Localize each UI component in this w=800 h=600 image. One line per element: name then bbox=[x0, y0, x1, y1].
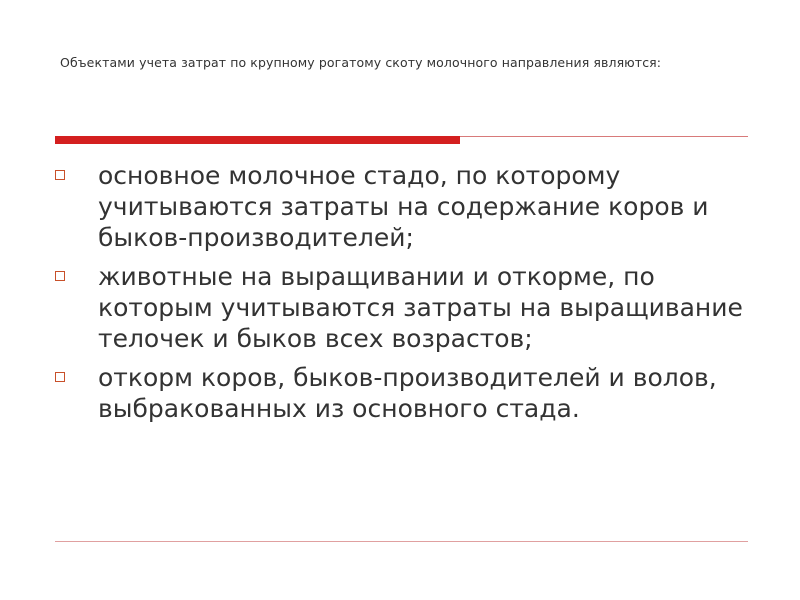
bullet-list bbox=[52, 160, 752, 432]
divider-rule-bottom bbox=[55, 541, 748, 542]
bullet-text: основное молочное стадо, по которому учитываются затраты на содержание коров и быков-производителей; bbox=[98, 161, 709, 252]
square-bullet-icon bbox=[55, 372, 65, 382]
list-item bbox=[52, 261, 752, 354]
list-item bbox=[52, 160, 752, 253]
accent-rule bbox=[55, 136, 460, 144]
bullet-text: животные на выращивании и откорме, по которым учитываются затраты на выращивание телочек и быков всех возрастов; bbox=[98, 262, 743, 353]
list-item bbox=[52, 362, 752, 424]
divider-rule-top bbox=[460, 136, 748, 137]
square-bullet-icon bbox=[55, 170, 65, 180]
bullet-text: откорм коров, быков-производителей и волов, выбракованных из основного стада. bbox=[98, 363, 717, 423]
square-bullet-icon bbox=[55, 271, 65, 281]
slide-title: Объектами учета затрат по крупному рогатому скоту молочного направления являются: bbox=[60, 55, 662, 70]
